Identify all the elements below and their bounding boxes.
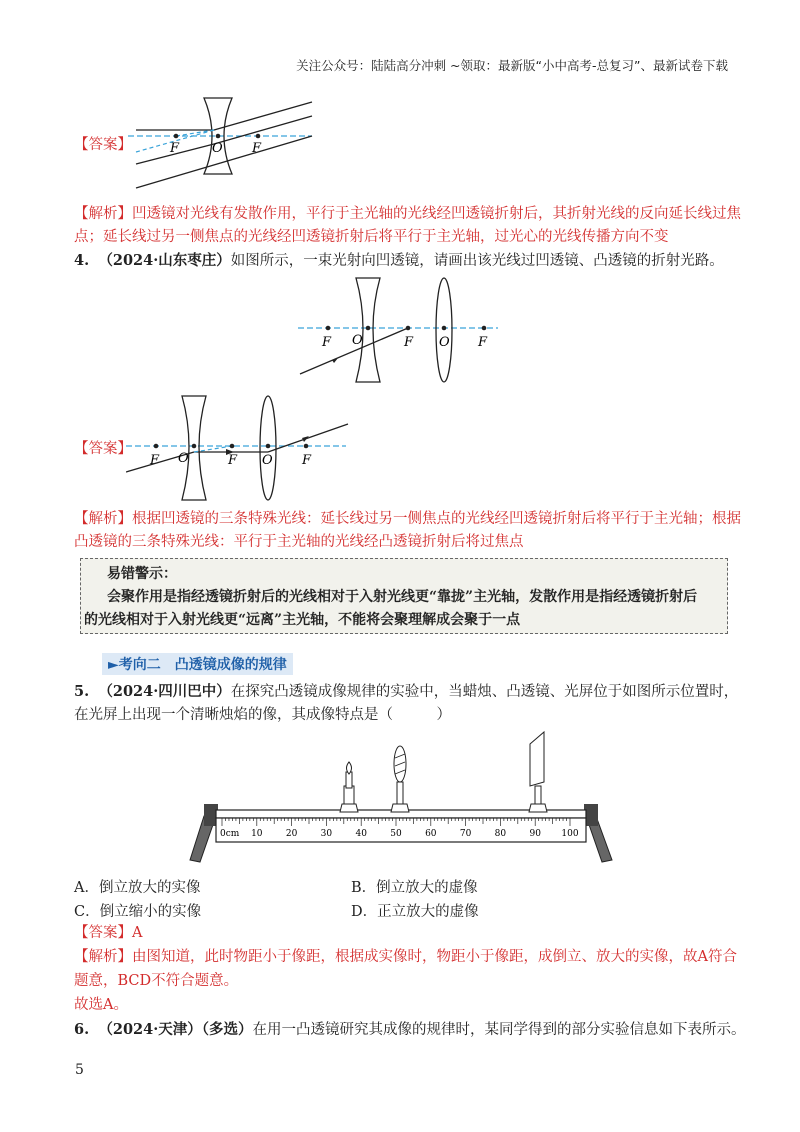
page-header: 关注公众号：陆陆高分冲刺 ~领取：最新版“小中高考-总复习”、最新试卷下载	[296, 58, 728, 73]
q5-optical-bench-figure	[186, 728, 618, 866]
q4-analysis-line2: 凸透镜的三条特殊光线：平行于主光轴的光线经凸透镜折射后将过焦点	[74, 534, 524, 550]
q4-answer-label: 【答案】	[74, 441, 132, 457]
ruler-label: 20	[285, 829, 298, 839]
q4-f3: F	[478, 335, 488, 350]
q3-answer-label: 【答案】	[74, 137, 132, 153]
q4a-f3: F	[302, 453, 312, 468]
q5-answer-label: 【答案】	[74, 925, 132, 941]
q5-option-d[interactable]: D．正立放大的虚像	[351, 904, 479, 920]
q3-f-right: F	[252, 141, 262, 156]
q4a-o2: O	[262, 453, 273, 468]
q5-analysis-line1: 由图知道，此时物距小于像距，根据成实像时，物距小于像距，成倒立、放大的实像，故A符合	[132, 949, 737, 965]
q4-f1: F	[322, 335, 332, 350]
q6-question: 6. （2024·天津）（多选）在用一凸透镜研究其成像的规律时，某同学得到的部分实验信息如下表所示。	[74, 1021, 746, 1038]
warning-line1: 会聚作用是指经透镜折射后的光线相对于入射光线更“靠拢”主光轴，发散作用是指经透镜折射后	[107, 589, 698, 605]
ruler-label: 50	[390, 829, 402, 839]
q5-option-b[interactable]: B．倒立放大的虚像	[351, 880, 478, 896]
q4-f2: F	[404, 335, 414, 350]
q5-answer: A	[132, 925, 143, 941]
ruler-label: 60	[425, 829, 437, 839]
q4-analysis-line1: 根据凹透镜的三条特殊光线：延长线过另一侧焦点的光线经凹透镜折射后将平行于主光轴；根据	[132, 511, 741, 527]
q5-question-line2: 在光屏上出现一个清晰烛焰的像，其成像特点是（ ）	[74, 707, 451, 723]
q4a-o1: O	[178, 451, 189, 466]
q4-answer-figure	[126, 392, 351, 504]
warning-line2: 的光线相对于入射光线更“远离”主光轴，不能将会聚理解成会聚于一点	[84, 612, 521, 628]
q4a-f2: F	[228, 453, 238, 468]
q5-option-c[interactable]: C．倒立缩小的实像	[74, 904, 202, 920]
q4-o2: O	[439, 335, 450, 350]
q3-analysis-line1: 凹透镜对光线有发散作用，平行于主光轴的光线经凹透镜折射后，其折射光线的反向延长线过焦	[132, 206, 741, 222]
q5-analysis-label: 【解析】	[74, 949, 132, 965]
light-screen	[529, 732, 547, 812]
ruler-label: 90	[529, 829, 541, 839]
ruler-label: 70	[459, 829, 472, 839]
convex-lens	[391, 746, 409, 812]
ruler-label: 40	[355, 829, 367, 839]
section-heading: ►考向二 凸透镜成像的规律	[102, 653, 293, 675]
q3-answer-figure	[128, 92, 318, 192]
candle	[340, 762, 358, 812]
ruler-label: 10	[251, 829, 263, 839]
q4-question-figure	[298, 274, 503, 386]
q5-question-line1: 5. （2024·四川巴中）在探究凸透镜成像规律的实验中，当蜡烛、凸透镜、光屏位于如图所示位置时，	[74, 683, 739, 700]
ruler-label: 100	[561, 829, 579, 839]
q3-analysis-label: 【解析】	[74, 206, 132, 222]
q3-o: O	[212, 141, 223, 156]
ruler-label: 0cm	[220, 829, 240, 839]
q4-analysis-label: 【解析】	[74, 511, 132, 527]
ruler-label: 30	[320, 829, 333, 839]
q5-option-a[interactable]: A．倒立放大的实像	[74, 880, 201, 896]
warning-title: 易错警示：	[107, 566, 177, 582]
q3-f-left: F	[170, 141, 180, 156]
ruler-label: 80	[494, 829, 507, 839]
q5-analysis-line2: 题意，BCD不符合题意。	[74, 973, 239, 989]
page-number: 5	[75, 1062, 84, 1078]
q5-conclusion: 故选A。	[74, 997, 128, 1013]
error-warning-box	[80, 558, 728, 634]
q4-o1: O	[352, 333, 363, 348]
q4-question: 4. （2024·山东枣庄）如图所示，一束光射向凹透镜，请画出该光线过凹透镜、凸透镜的折射光路。	[74, 252, 724, 269]
q4a-f1: F	[150, 453, 160, 468]
q3-analysis-line2: 点；延长线过另一侧焦点的光线经凹透镜折射后将平行于主光轴，过光心的光线传播方向不变	[74, 229, 669, 245]
